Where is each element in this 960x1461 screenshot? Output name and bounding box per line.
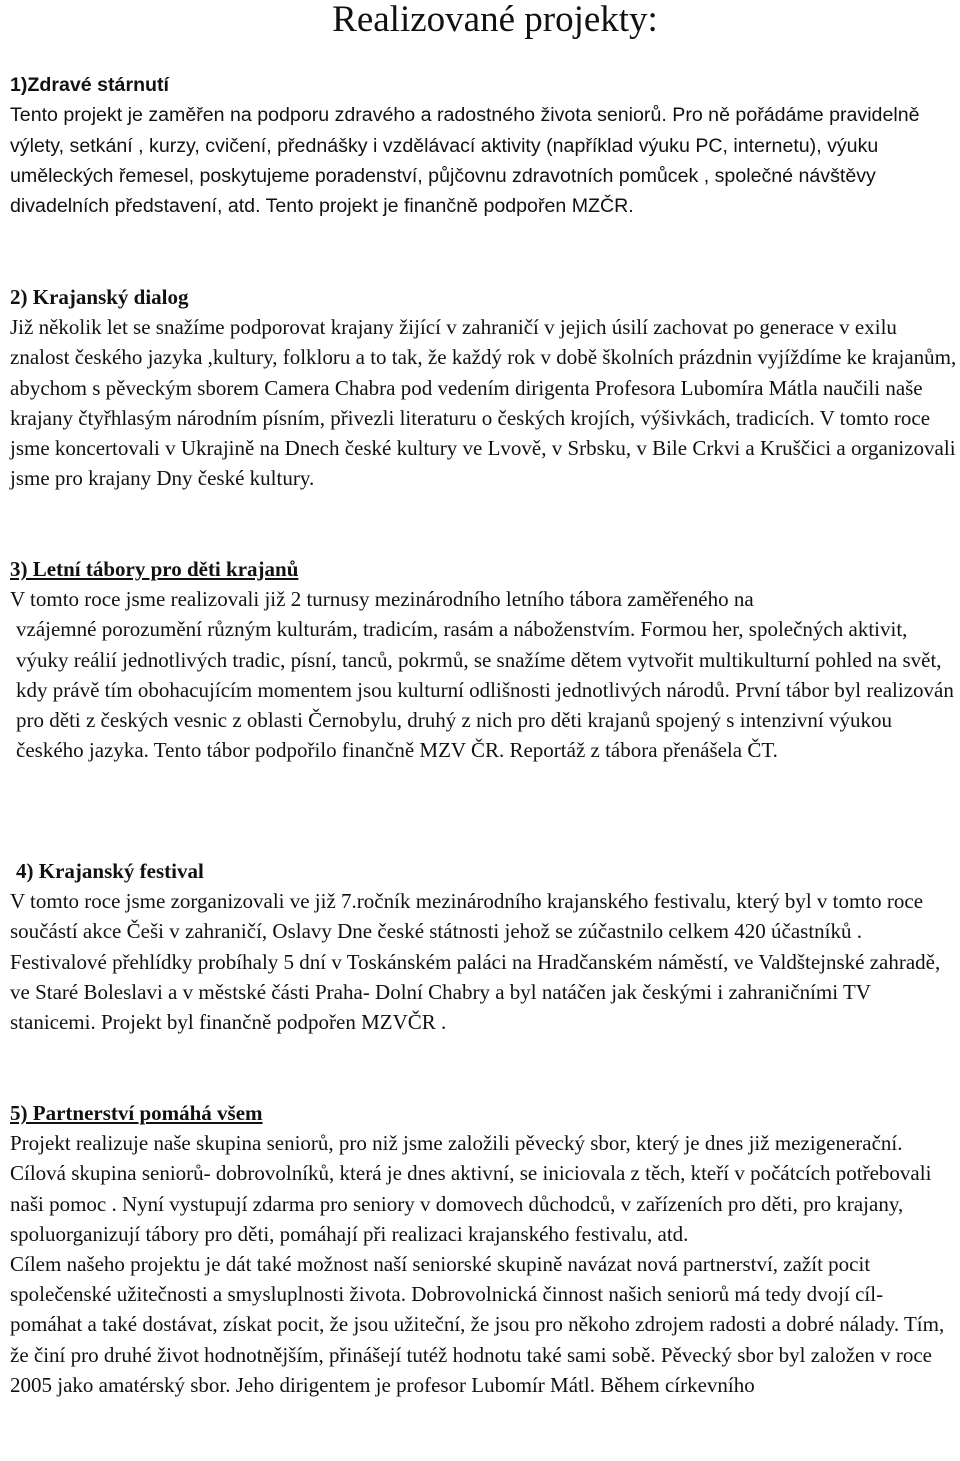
section-krajansky-festival [10,856,960,1037]
section-text: Tento projekt je zaměřen na podporu zdravého a radostného života seniorů. Pro ně pořádáme pravidelně výlety, setkání , kurzy, cvičení, přednášky i vzdělávací aktivity (například výuku PC, internetu), výuku uměleckých řemesel, poskytujeme poradenství, půjčovnu zdravotních pomůcek , společné návštěvy divadelních představení, atd. Tento projekt je finančně podpořen MZČR. [10,104,920,218]
section-text: V tomto roce jsme zorganizovali ve již 7.ročník mezinárodního krajanského festivalu, který byl v tomto roce součástí akce Češi v zahraničí, Oslavy Dne české státnosti jehož se zúčastnilo celkem 420 účastníků . Festivalové přehlídky probíhaly 5 dní v Toskánském paláci na Hradčanském náměstí, ve Valdštejnské zahradě, ve Staré Boleslavi a v městské části Praha- Dolní Chabry a byl natáčen jak českými i zahraničními TV stanicemi. Projekt byl finančně podpořen MZVČR . [10,889,941,1035]
section-letni-tabory [10,554,960,765]
page-title: Realizované projekty: [332,0,658,40]
section-heading: 1)Zdravé stárnutí [10,74,169,96]
section-text: Již několik let se snažíme podporovat krajany žijící v zahraničí v jejich úsilí zachovat po generace v exilu znalost českého jazyka ,kultury, folkloru a to tak, že každý rok v době školních prázdnin vyjíždíme ke krajanům, abychom s pěveckým sborem Camera Chabra pod vedením dirigenta Profesora Lubomíra Mátla naučili naše krajany čtyřhlasým národním písním, přivezli literaturu o českých krojích, výšivkách, tradicích. V tomto roce jsme koncertovali v Ukrajině na Dnech české kultury ve Lvově, v Srbsku, v Bile Crkvi a Kruščici a organizovali jsme pro krajany Dny české kultury. [10,315,957,491]
section-zdrave-starnuti [10,70,955,221]
section-text-2: Cílem našeho projektu je dát také možnost naší seniorské skupině navázat nová partnerství, zažít pocit společenské užitečnosti a smysluplnosti života. Dobrovolnická činnost našich seniorů má tedy dvojí cíl- pomáhat a také dostávat, získat pocit, že jsou užiteční, že jsou pro někoho zdrojem radosti a dobré nálady. Tím, že činí pro druhé život hodnotnějším, přinášejí tutéž hodnotu také sami sobě. Pěvecký sbor byl založen v roce 2005 jako amatérský sbor. Jeho dirigentem je profesor Lubomír Mátl. Během církevního [10,1252,945,1397]
section-heading: 5) Partnerství pomáhá všem [10,1101,263,1125]
section-text: vzájemné porozumění různým kulturám, tradicím, rasám a náboženstvím. Formou her, společných aktivit, výuky reálií jednotlivých tradic, písní, tanců, pokrmů, se snažíme dětem vytvořit multikulturní pohled na svět, kdy právě tím obohacujícím momentem jsou kulturní odlišnosti jednotlivých národů. První tábor byl realizován pro děti z českých vesnic z oblasti Černobylu, druhý z nich pro děti krajanů spojený s intenzivní výukou českého jazyka. Tento tábor podpořilo finančně MZV ČR. Reportáž z tábora přenášela ČT. [16,617,954,763]
section-heading: 4) Krajanský festival [16,859,204,883]
section-first-line: V tomto roce jsme realizovali již 2 turnusy mezinárodního letního tábora zaměřeného na [10,587,754,612]
section-heading: 3) Letní tábory pro děti krajanů [10,557,299,581]
section-text: Projekt realizuje naše skupina seniorů, pro niž jsme založili pěvecký sbor, který je dnes již mezigenerační. Cílová skupina seniorů- dobrovolníků, která je dnes aktivní, se iniciovala z těch, kteří v počátcích potřebovali naši pomoc . Nyní vystupují zdarma pro seniory v domovech důchodců, v zařízeních pro děti, pro krajany, spoluorganizují tábory pro děti, pomáhají při realizaci krajanského festivalu, atd. [10,1131,932,1246]
section-krajansky-dialog [10,282,958,493]
section-heading: 2) Krajanský dialog [10,285,189,309]
section-partnerstvi [10,1098,958,1400]
